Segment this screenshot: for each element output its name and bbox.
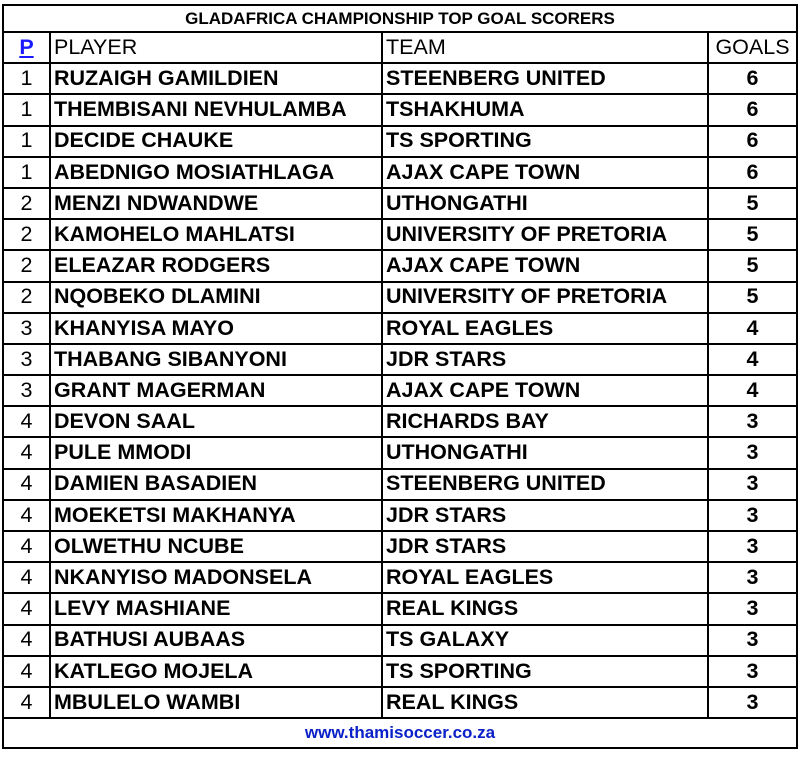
team-cell: TS GALAXY (382, 625, 708, 656)
player-cell: ABEDNIGO MOSIATHLAGA (50, 157, 382, 188)
table-row (3, 437, 797, 468)
position-header (3, 32, 50, 63)
position-cell: 3 (3, 313, 50, 344)
position-cell: 3 (3, 344, 50, 375)
table-row (3, 188, 797, 219)
goals-cell: 5 (708, 188, 797, 219)
team-cell: TS SPORTING (382, 126, 708, 157)
table-row (3, 375, 797, 406)
table-row (3, 625, 797, 656)
table-row (3, 593, 797, 624)
position-cell: 4 (3, 469, 50, 500)
goals-cell: 6 (708, 157, 797, 188)
table-row (3, 687, 797, 718)
position-cell: 1 (3, 63, 50, 94)
goals-cell: 3 (708, 437, 797, 468)
position-cell: 2 (3, 219, 50, 250)
player-header: PLAYER (50, 32, 382, 63)
position-cell: 1 (3, 94, 50, 125)
team-cell: REAL KINGS (382, 687, 708, 718)
player-cell: PULE MMODI (50, 437, 382, 468)
position-cell: 2 (3, 188, 50, 219)
player-cell: THABANG SIBANYONI (50, 344, 382, 375)
goals-cell: 5 (708, 250, 797, 281)
team-cell: UTHONGATHI (382, 188, 708, 219)
goals-cell: 3 (708, 562, 797, 593)
table-title-row (3, 5, 797, 32)
team-cell: STEENBERG UNITED (382, 63, 708, 94)
player-cell: DECIDE CHAUKE (50, 126, 382, 157)
team-cell: AJAX CAPE TOWN (382, 250, 708, 281)
table-row (3, 344, 797, 375)
team-cell: JDR STARS (382, 531, 708, 562)
goals-cell: 5 (708, 282, 797, 313)
player-cell: RUZAIGH GAMILDIEN (50, 63, 382, 94)
goals-cell: 5 (708, 219, 797, 250)
player-cell: DEVON SAAL (50, 406, 382, 437)
header-row (3, 32, 797, 63)
player-cell: LEVY MASHIANE (50, 593, 382, 624)
top-scorers-table (2, 4, 798, 749)
team-cell: UTHONGATHI (382, 437, 708, 468)
position-cell: 4 (3, 406, 50, 437)
player-cell: THEMBISANI NEVHULAMBA (50, 94, 382, 125)
goals-cell: 3 (708, 687, 797, 718)
player-cell: NKANYISO MADONSELA (50, 562, 382, 593)
team-cell: AJAX CAPE TOWN (382, 157, 708, 188)
table-row (3, 531, 797, 562)
team-cell: UNIVERSITY OF PRETORIA (382, 282, 708, 313)
table-row (3, 282, 797, 313)
position-cell: 4 (3, 531, 50, 562)
table-row (3, 126, 797, 157)
goals-cell: 3 (708, 656, 797, 687)
team-cell: JDR STARS (382, 500, 708, 531)
position-cell: 3 (3, 375, 50, 406)
goals-cell: 4 (708, 344, 797, 375)
player-cell: DAMIEN BASADIEN (50, 469, 382, 500)
team-cell: UNIVERSITY OF PRETORIA (382, 219, 708, 250)
table-row (3, 406, 797, 437)
table-row (3, 500, 797, 531)
player-cell: BATHUSI AUBAAS (50, 625, 382, 656)
goals-cell: 4 (708, 313, 797, 344)
table-row (3, 250, 797, 281)
goals-header: GOALS (708, 32, 797, 63)
team-cell: STEENBERG UNITED (382, 469, 708, 500)
goals-cell: 3 (708, 593, 797, 624)
player-cell: MOEKETSI MAKHANYA (50, 500, 382, 531)
goals-cell: 6 (708, 94, 797, 125)
table-row (3, 157, 797, 188)
position-sort-link[interactable]: P (19, 34, 34, 59)
position-cell: 4 (3, 687, 50, 718)
goals-cell: 3 (708, 531, 797, 562)
footer-row (3, 718, 797, 748)
website-link[interactable]: www.thamisoccer.co.za (304, 723, 496, 743)
goals-cell: 3 (708, 406, 797, 437)
team-cell: AJAX CAPE TOWN (382, 375, 708, 406)
goals-cell: 3 (708, 469, 797, 500)
player-cell: OLWETHU NCUBE (50, 531, 382, 562)
team-cell: TS SPORTING (382, 656, 708, 687)
table-title: GLADAFRICA CHAMPIONSHIP TOP GOAL SCORERS (3, 5, 797, 32)
player-cell: KAMOHELO MAHLATSI (50, 219, 382, 250)
position-cell: 4 (3, 593, 50, 624)
goals-cell: 4 (708, 375, 797, 406)
goals-cell: 3 (708, 625, 797, 656)
player-cell: MENZI NDWANDWE (50, 188, 382, 219)
position-cell: 4 (3, 625, 50, 656)
position-cell: 4 (3, 562, 50, 593)
position-cell: 2 (3, 250, 50, 281)
team-cell: REAL KINGS (382, 593, 708, 624)
player-cell: MBULELO WAMBI (50, 687, 382, 718)
goals-cell: 6 (708, 63, 797, 94)
player-cell: KHANYISA MAYO (50, 313, 382, 344)
team-cell: JDR STARS (382, 344, 708, 375)
table-row (3, 562, 797, 593)
goals-cell: 3 (708, 500, 797, 531)
footer-cell (3, 718, 797, 748)
team-header: TEAM (382, 32, 708, 63)
position-cell: 1 (3, 126, 50, 157)
table-row (3, 219, 797, 250)
position-cell: 4 (3, 656, 50, 687)
team-cell: ROYAL EAGLES (382, 313, 708, 344)
position-cell: 2 (3, 282, 50, 313)
team-cell: TSHAKHUMA (382, 94, 708, 125)
position-cell: 4 (3, 500, 50, 531)
table-row (3, 469, 797, 500)
position-cell: 1 (3, 157, 50, 188)
goals-cell: 6 (708, 126, 797, 157)
player-cell: NQOBEKO DLAMINI (50, 282, 382, 313)
player-cell: ELEAZAR RODGERS (50, 250, 382, 281)
player-cell: KATLEGO MOJELA (50, 656, 382, 687)
table-row (3, 63, 797, 94)
team-cell: RICHARDS BAY (382, 406, 708, 437)
team-cell: ROYAL EAGLES (382, 562, 708, 593)
position-cell: 4 (3, 437, 50, 468)
player-cell: GRANT MAGERMAN (50, 375, 382, 406)
table-row (3, 94, 797, 125)
table-row (3, 656, 797, 687)
table-row (3, 313, 797, 344)
